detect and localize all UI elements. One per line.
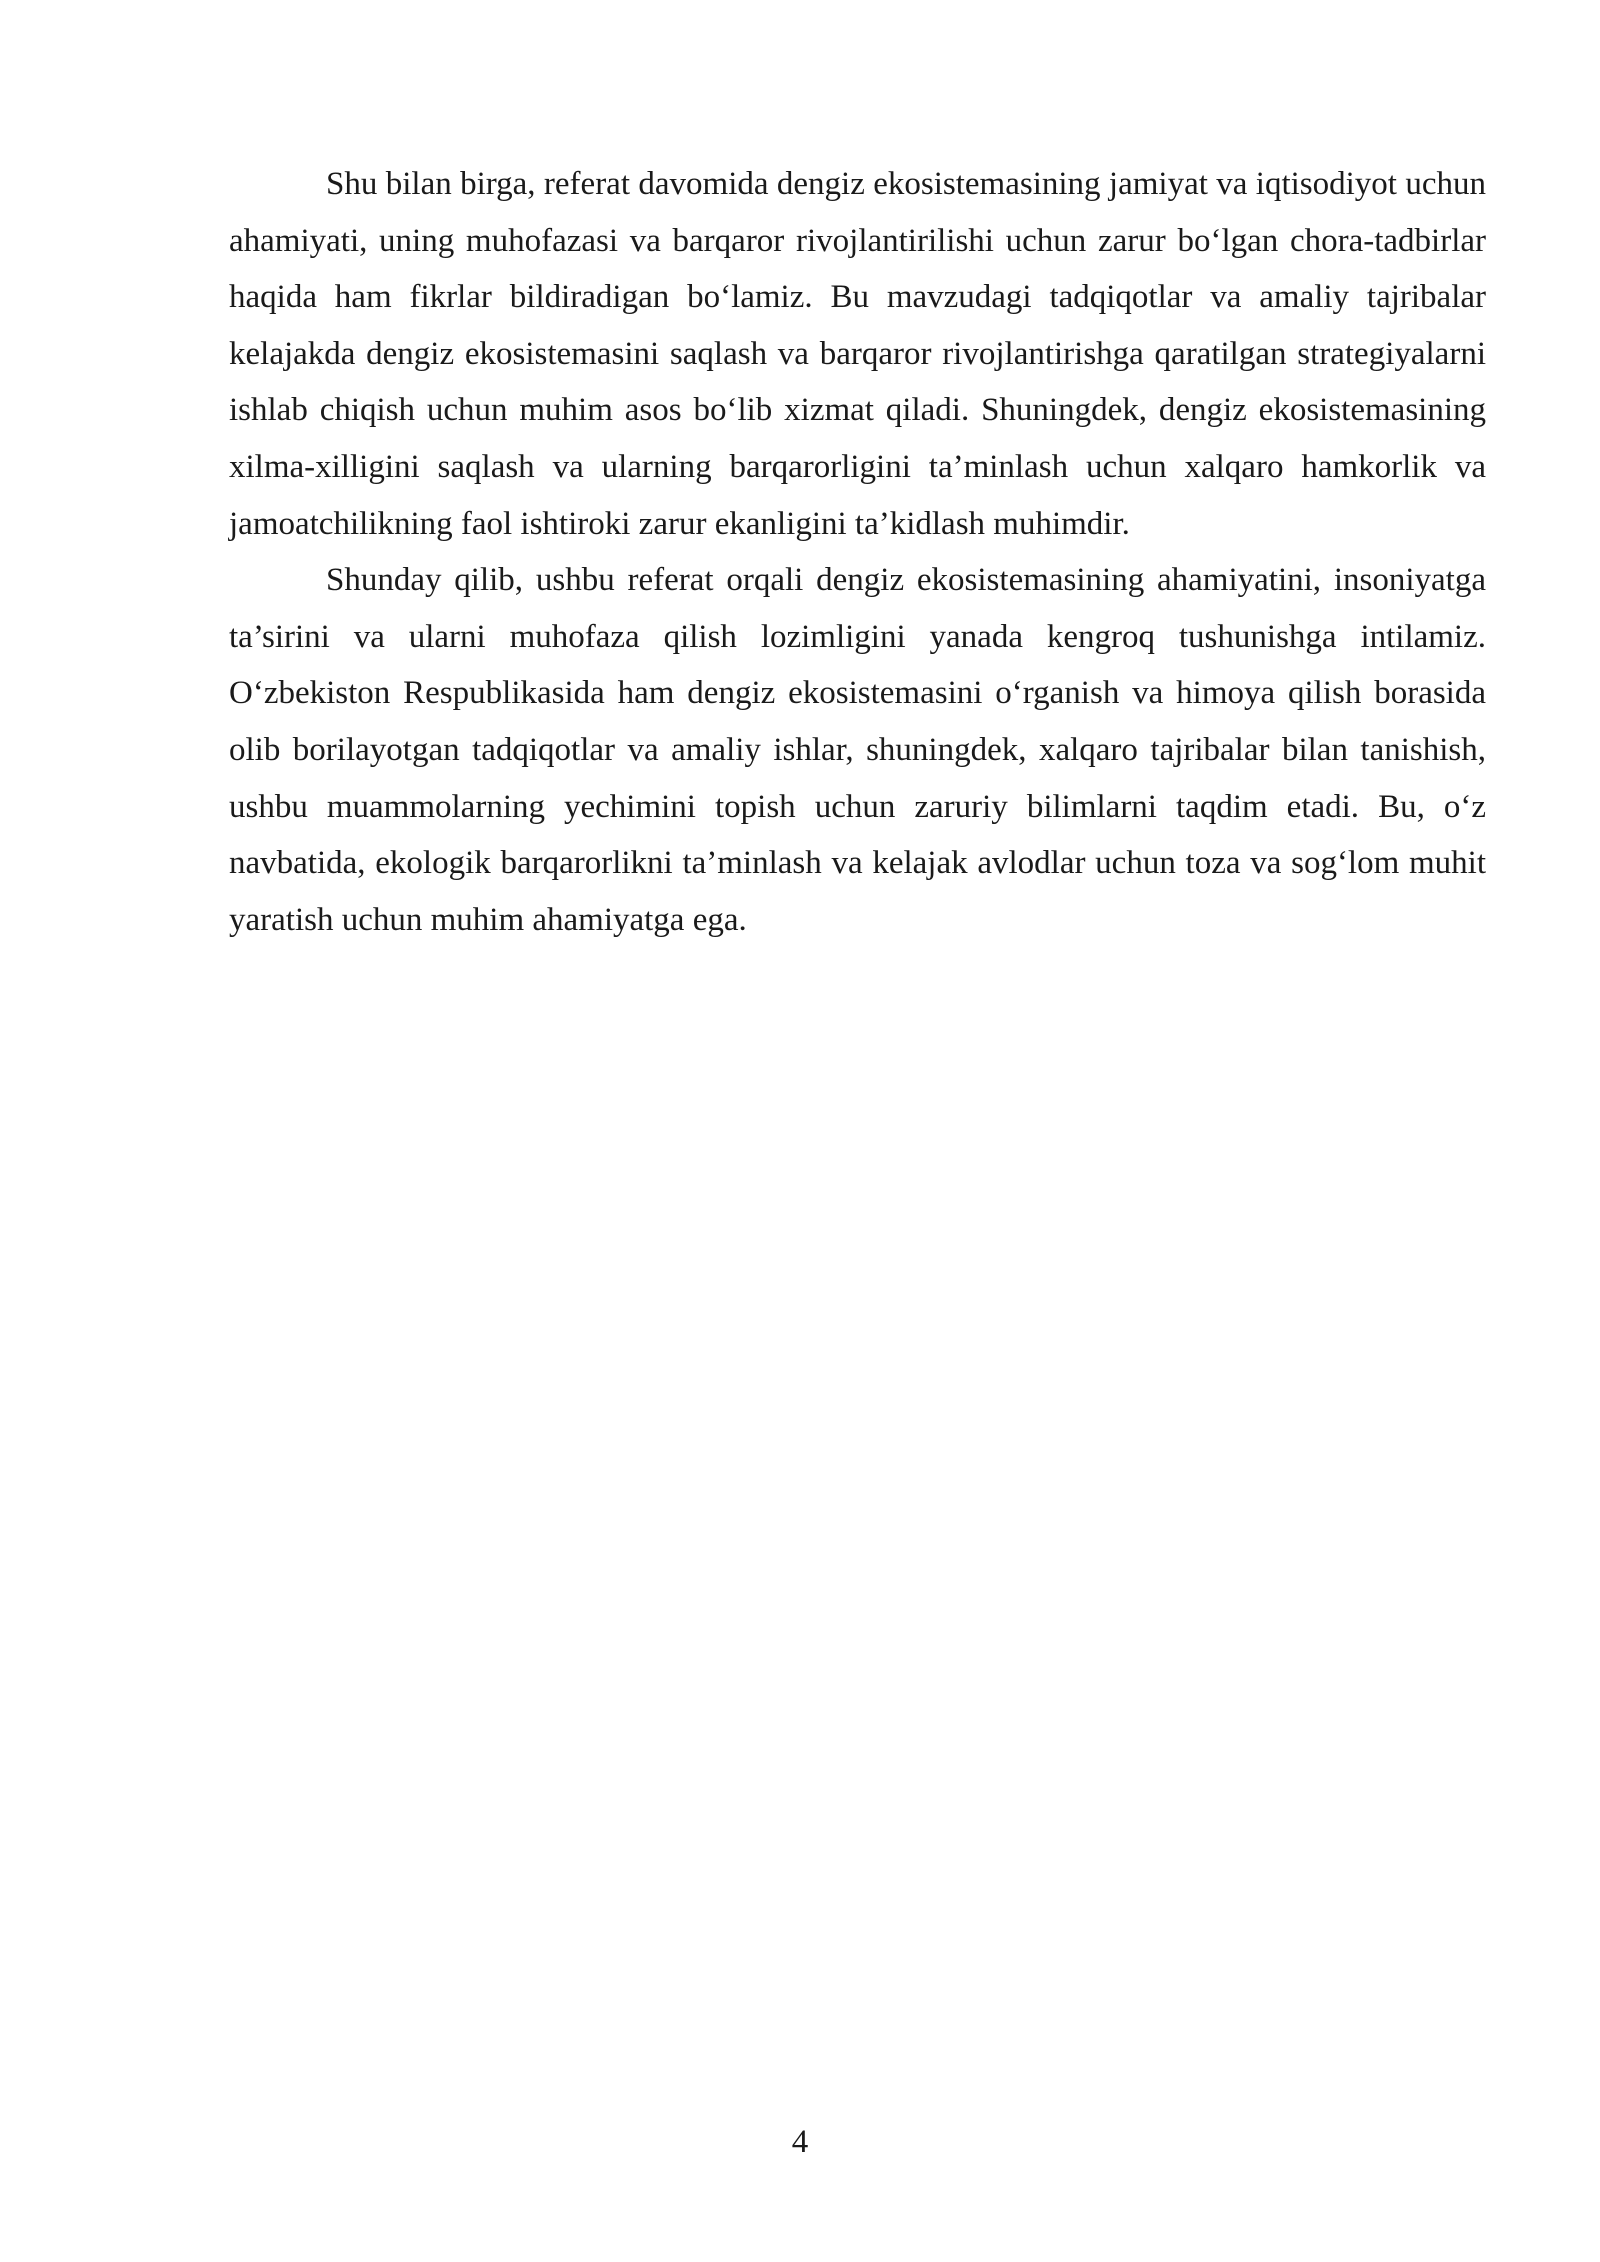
page-number: 4 bbox=[791, 2124, 809, 2160]
paragraph-2: Shunday qilib, ushbu referat orqali dengiz ekosistemasining ahamiyatini, insoniyatga ta’sirini va ularni muhofaza qilish lozimligini yanada kengroq tushunishga intilamiz. O‘zbekiston Respublikasida ham dengiz ekosistemasini o‘rganish va himoya qilish borasida olib borilayotgan tadqiqotlar va amaliy ishlar, shuningdek, xalqaro tajribalar bilan tanishish, ushbu muammolarning yechimini topish uchun zaruriy bilimlarni taqdim etadi. Bu, o‘z navbatida, ekologik barqarorlikni ta’minlash va kelajak avlodlar uchun toza va sog‘lom muhit yaratish uchun muhim ahamiyatga ega. bbox=[229, 562, 1486, 938]
paragraph-1: Shu bilan birga, referat davomida dengiz ekosistemasining jamiyat va iqtisodiyot uchun ahamiyati, uning muhofazasi va barqaror rivojlantirilishi uchun zarur bo‘lgan chora-tadbirlar haqida ham fikrlar bildiradigan bo‘lamiz. Bu mavzudagi tadqiqotlar va amaliy tajribalar kelajakda dengiz ekosistemasini saqlash va barqaror rivojlantirishga qaratilgan strategiyalarni ishlab chiqish uchun muhim asos bo‘lib xizmat qiladi. Shuningdek, dengiz ekosistemasining xilma-xilligini saqlash va ularning barqarorligini ta’minlash uchun xalqaro hamkorlik va jamoatchilikning faol ishtiroki zarur ekanligini ta’kidlash muhimdir. bbox=[229, 166, 1486, 542]
page-body bbox=[229, 156, 1486, 948]
